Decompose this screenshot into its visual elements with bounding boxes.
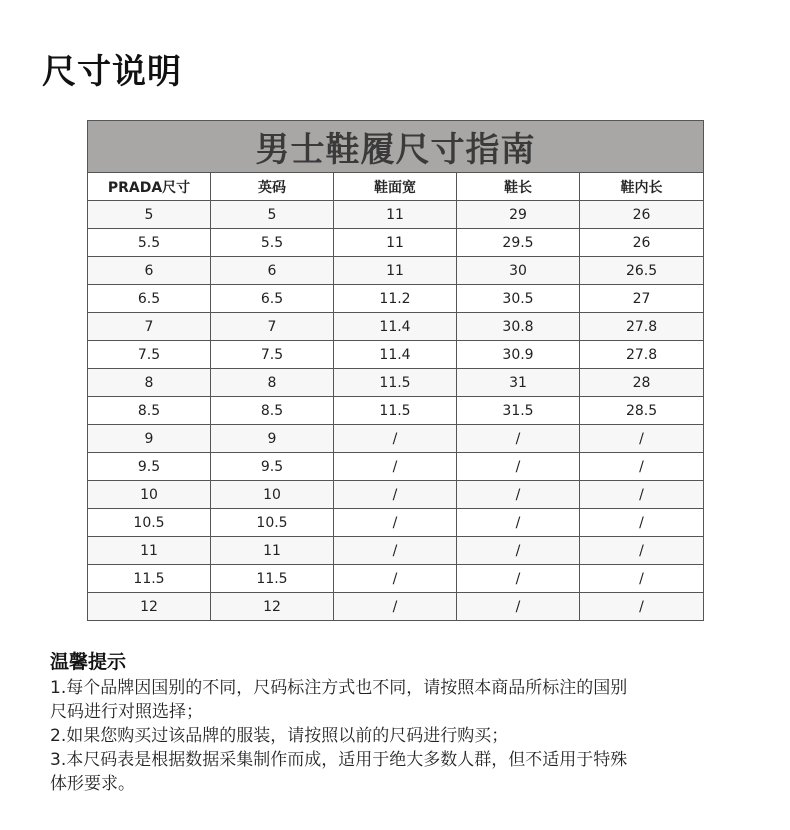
column-header-inner-length: 鞋内长 xyxy=(580,173,704,201)
table-row xyxy=(88,593,704,621)
page-title: 尺寸说明 xyxy=(42,52,182,92)
table-cell: 11.5 xyxy=(211,565,334,593)
table-cell: / xyxy=(457,593,580,621)
table-cell: / xyxy=(334,509,457,537)
table-cell: 5 xyxy=(88,201,211,229)
table-cell: 27.8 xyxy=(580,341,704,369)
table-cell: 30 xyxy=(457,257,580,285)
tips-section xyxy=(50,648,750,796)
table-cell: / xyxy=(334,565,457,593)
table-cell: 8 xyxy=(88,369,211,397)
table-row xyxy=(88,201,704,229)
table-row xyxy=(88,537,704,565)
table-cell: 10.5 xyxy=(211,509,334,537)
table-cell: 5.5 xyxy=(88,229,211,257)
table-cell: 27.8 xyxy=(580,313,704,341)
table-cell: 27 xyxy=(580,285,704,313)
tip-line: 3.本尺码表是根据数据采集制作而成，适用于绝大多数人群，但不适用于特殊 xyxy=(50,750,628,770)
table-row xyxy=(88,453,704,481)
table-header-row xyxy=(88,173,704,201)
column-header-prada-size: PRADA尺寸 xyxy=(88,173,211,201)
table-cell: 10 xyxy=(211,481,334,509)
table-row xyxy=(88,481,704,509)
table-body xyxy=(88,201,704,621)
table-cell: 30.5 xyxy=(457,285,580,313)
table-cell: 6 xyxy=(211,257,334,285)
table-cell: 11.4 xyxy=(334,313,457,341)
table-cell: / xyxy=(334,425,457,453)
table-cell: 10.5 xyxy=(88,509,211,537)
table-cell: 9.5 xyxy=(211,453,334,481)
table-cell: 12 xyxy=(211,593,334,621)
table-cell: 6 xyxy=(88,257,211,285)
table-cell: / xyxy=(457,509,580,537)
table-cell: 11 xyxy=(334,201,457,229)
table-cell: 12 xyxy=(88,593,211,621)
tip-line: 2.如果您购买过该品牌的服装，请按照以前的尺码进行购买； xyxy=(50,726,509,746)
table-row xyxy=(88,565,704,593)
table-cell: 9.5 xyxy=(88,453,211,481)
table-cell: 11 xyxy=(88,537,211,565)
table-cell: / xyxy=(457,481,580,509)
table-cell: 11.5 xyxy=(334,369,457,397)
table-cell: 29 xyxy=(457,201,580,229)
table-cell: 10 xyxy=(88,481,211,509)
table-cell: 31 xyxy=(457,369,580,397)
table-cell: 5.5 xyxy=(211,229,334,257)
table-row xyxy=(88,509,704,537)
table-cell: / xyxy=(334,453,457,481)
table-cell: 7.5 xyxy=(88,341,211,369)
table-cell: 30.9 xyxy=(457,341,580,369)
table-cell: 29.5 xyxy=(457,229,580,257)
table-cell: 11.5 xyxy=(334,397,457,425)
table-row xyxy=(88,229,704,257)
table-cell: / xyxy=(580,425,704,453)
tip-line: 尺码进行对照选择； xyxy=(50,702,203,722)
table-cell: / xyxy=(457,453,580,481)
table-title: 男士鞋履尺寸指南 xyxy=(88,121,704,173)
table-cell: 8 xyxy=(211,369,334,397)
table-cell: 5 xyxy=(211,201,334,229)
table-cell: 11 xyxy=(334,229,457,257)
table-cell: 26 xyxy=(580,229,704,257)
table-row xyxy=(88,313,704,341)
tips-lines xyxy=(50,676,750,796)
tip-line: 1.每个品牌因国别的不同，尺码标注方式也不同，请按照本商品所标注的国别 xyxy=(50,678,628,698)
table-cell: 7 xyxy=(88,313,211,341)
table-cell: 7 xyxy=(211,313,334,341)
table-row xyxy=(88,425,704,453)
size-chart-table xyxy=(87,120,704,621)
table-cell: / xyxy=(580,453,704,481)
table-cell: 8.5 xyxy=(88,397,211,425)
table-cell: 30.8 xyxy=(457,313,580,341)
table-cell: / xyxy=(334,537,457,565)
table-cell: / xyxy=(334,481,457,509)
table-row xyxy=(88,397,704,425)
table-row xyxy=(88,285,704,313)
table-cell: 11.4 xyxy=(334,341,457,369)
table-cell: 11.2 xyxy=(334,285,457,313)
table-title-row xyxy=(88,121,704,173)
table-cell: 31.5 xyxy=(457,397,580,425)
column-header-upper-width: 鞋面宽 xyxy=(334,173,457,201)
table-row xyxy=(88,341,704,369)
table-cell: 6.5 xyxy=(211,285,334,313)
table-cell: 11 xyxy=(334,257,457,285)
table-cell: 28 xyxy=(580,369,704,397)
tip-line: 体形要求。 xyxy=(50,774,135,794)
table-cell: / xyxy=(580,509,704,537)
column-header-uk-size: 英码 xyxy=(211,173,334,201)
column-header-shoe-length: 鞋长 xyxy=(457,173,580,201)
table-cell: / xyxy=(457,537,580,565)
table-cell: 26 xyxy=(580,201,704,229)
table-cell: / xyxy=(334,593,457,621)
table-cell: 26.5 xyxy=(580,257,704,285)
table-cell: 7.5 xyxy=(211,341,334,369)
table-row xyxy=(88,257,704,285)
table-cell: / xyxy=(580,593,704,621)
table-cell: / xyxy=(580,537,704,565)
table-cell: 9 xyxy=(211,425,334,453)
table-cell: 6.5 xyxy=(88,285,211,313)
table-cell: 9 xyxy=(88,425,211,453)
table-cell: / xyxy=(580,481,704,509)
table-cell: / xyxy=(580,565,704,593)
table-cell: 8.5 xyxy=(211,397,334,425)
tips-title: 温馨提示 xyxy=(50,651,127,673)
table-cell: / xyxy=(457,425,580,453)
table-row xyxy=(88,369,704,397)
table-cell: 11 xyxy=(211,537,334,565)
table-cell: 11.5 xyxy=(88,565,211,593)
table-cell: 28.5 xyxy=(580,397,704,425)
table-cell: / xyxy=(457,565,580,593)
